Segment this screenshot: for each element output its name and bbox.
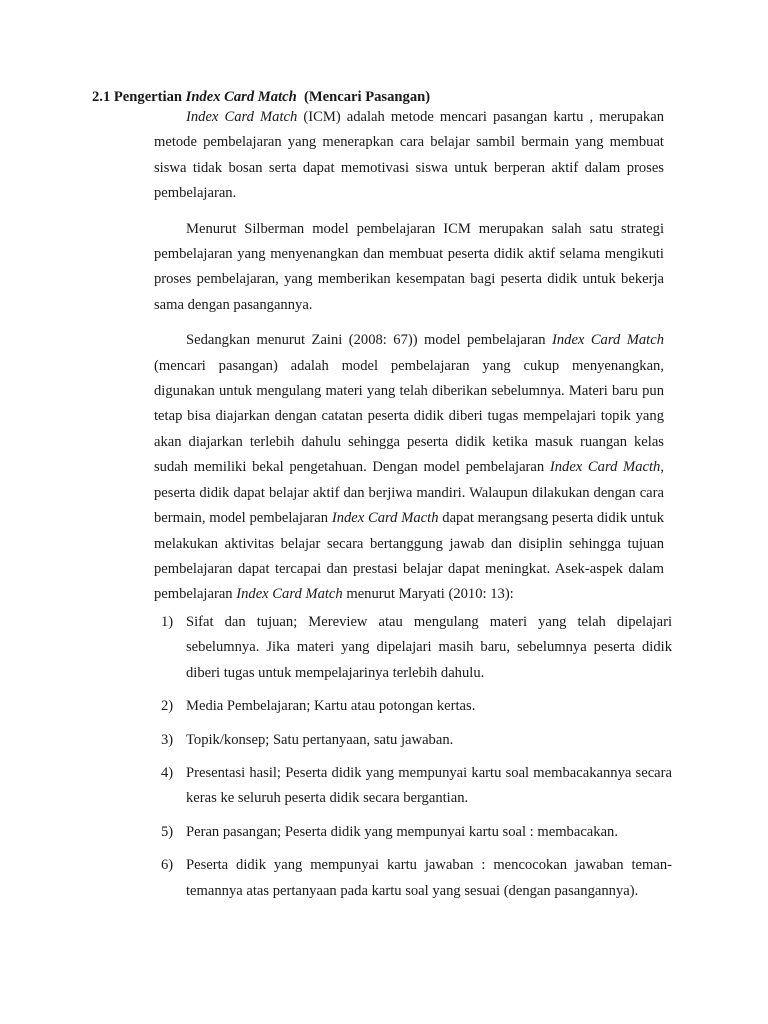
paragraph-3-b: (mencari pasangan) adalah model pembelajaran yang cukup menyenangkan, digunakan untuk mengulang materi yang telah diberikan sebelumnya. Materi baru pun tetap bisa diajarkan dengan catatan peserta didik diberi tugas mempelajari topik yang akan diajarkan terlebih dahulu sehingga peserta didik ketika masuk ruangan kelas sudah memiliki bekal pengetahuan. Dengan model pembelajaran xyxy=(154,357,664,476)
paragraph-3-a: Sedangkan menurut Zaini (2008: 67)) model pembelajaran xyxy=(186,332,552,349)
list-text: Sifat dan tujuan; Mereview atau mengulang materi yang telah dipelajari sebelumnya. Jika materi yang dipelajari masih baru, sebelumnya peserta didik diberi tugas untuk mempelajarinya terlebih dahulu. xyxy=(186,614,672,681)
body-text xyxy=(154,105,664,618)
list-number: 5) xyxy=(161,823,174,840)
list-text: Presentasi hasil; Peserta didik yang mempunyai kartu soal membacakannya secara keras ke seluruh peserta didik secara bergantian. xyxy=(186,765,672,807)
list-number: 4) xyxy=(161,765,174,782)
list-item xyxy=(154,694,672,719)
paragraph-3-d: dapat merangsang peserta didik untuk melakukan aktivitas belajar secara bertanggung jawab dan disiplin sehingga tujuan pembelajaran dapat tercapai dan prestasi belajar dapat meningkat. Asek-aspek dalam pembelajaran xyxy=(154,510,665,603)
heading-paren: (Mencari Pasangan) xyxy=(304,89,431,105)
list-text: Peran pasangan; Peserta didik yang mempunyai kartu soal : membacakan. xyxy=(186,823,619,840)
list-item xyxy=(154,761,672,812)
heading-number: 2.1 Pengertian xyxy=(92,89,186,105)
term-4: Index Card Match xyxy=(236,586,343,603)
heading-gap xyxy=(297,89,304,105)
term-1: Index Card Match xyxy=(551,332,665,349)
list-text: Media Pembelajaran; Kartu atau potongan kertas. xyxy=(186,698,476,715)
list-text: Peserta didik yang mempunyai kartu jawaban : mencocokan jawaban teman-temannya atas pertanyaan pada kartu soal yang sesuai (dengan pasangannya). xyxy=(186,857,672,899)
paragraph-2 xyxy=(154,217,664,319)
paragraph-3-c: , peserta didik dapat belajar aktif dan berjiwa mandiri. Walaupun dilakukan dengan cara bermain, model pembelajaran xyxy=(154,459,664,527)
paragraph-2-text: Menurut Silberman model pembelajaran ICM merupakan salah satu strategi pembelajaran yang menyenangkan dan membuat peserta didik aktif selama mengikuti proses pembelajaran, yang memberikan kesempatan bagi peserta didik untuk bekerja sama dengan pasangannya. xyxy=(154,220,664,313)
aspect-list xyxy=(154,610,672,912)
paragraph-3 xyxy=(154,328,664,607)
term-3: Index Card Macth xyxy=(331,510,439,527)
paragraph-3-e: menurut Maryati (2010: 13): xyxy=(342,586,514,603)
list-number: 6) xyxy=(161,857,174,874)
paragraph-1-text: (ICM) adalah metode mencari pasangan kartu , merupakan metode pembelajaran yang menerapkan cara belajar sambil bermain yang membuat siswa tidak bosan serta dapat memotivasi siswa untuk berperan aktif dalam proses pembelajaran. xyxy=(154,109,664,202)
term-icm: Index Card Match xyxy=(186,109,298,125)
list-item xyxy=(154,728,672,753)
list-number: 3) xyxy=(161,731,174,748)
list-item xyxy=(154,853,672,904)
section-heading xyxy=(92,89,430,106)
list-text: Topik/konsep; Satu pertanyaan, satu jawaban. xyxy=(186,731,454,748)
term-2: Index Card Macth xyxy=(549,459,661,476)
list-number: 2) xyxy=(161,698,174,715)
list-item xyxy=(154,820,672,845)
paragraph-1 xyxy=(154,105,664,207)
list-item xyxy=(154,610,672,686)
heading-term: Index Card Match xyxy=(185,89,297,105)
list-number: 1) xyxy=(161,614,174,630)
